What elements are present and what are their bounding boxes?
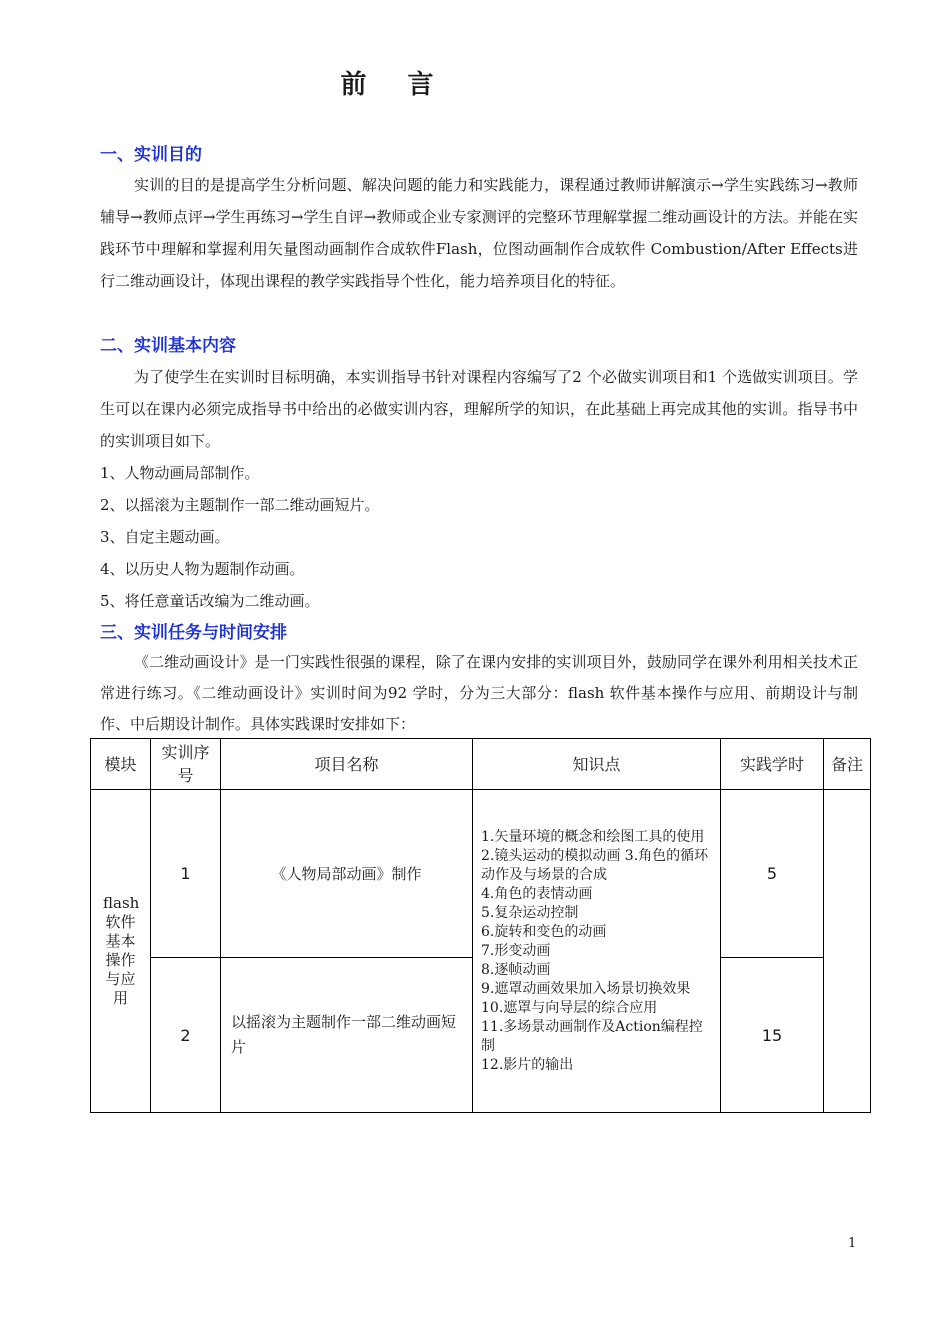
header-hours: 实践学时 (721, 739, 824, 790)
list-item: 4、以历史人物为题制作动画。 (100, 560, 305, 578)
header-name: 项目名称 (221, 739, 473, 790)
page-number: 1 (848, 1236, 857, 1251)
row-no: 1 (151, 790, 221, 958)
section-paragraph-content: 为了使学生在实训时目标明确，本实训指导书针对课程内容编写了2 个必做实训项目和1 个选做实训项目。学生可以在课内必须完成指导书中给出的必做实训内容，理解所学的知识，在此基础上再完成其他的实训。指导书中的实训项目如下。 (100, 368, 858, 450)
row-hours: 5 (721, 790, 824, 958)
schedule-table (90, 738, 871, 1113)
remark-cell (824, 790, 871, 1113)
list-item: 2、以摇滚为主题制作一部二维动画短片。 (100, 496, 380, 514)
section-paragraph-schedule: 《二维动画设计》是一门实践性很强的课程，除了在课内安排的实训项目外，鼓励同学在课外利用相关技术正常进行练习。《二维动画设计》实训时间为92 学时，分为三大部分：flash 软件基本操作与应用、前期设计与制作、中后期设计制作。具体实践课时安排如下： (100, 653, 858, 733)
list-item: 5、将任意童话改编为二维动画。 (100, 592, 320, 610)
list-item: 3、自定主题动画。 (100, 528, 230, 546)
header-knowledge: 知识点 (473, 739, 721, 790)
section-heading-content: 二、实训基本内容 (100, 336, 236, 356)
header-module: 模块 (91, 739, 151, 790)
header-no: 实训序号 (151, 739, 221, 790)
table-header-row (91, 739, 871, 790)
row-name: 《人物局部动画》制作 (221, 790, 473, 958)
module-cell: flash软件基本操作与应用 (91, 790, 151, 1113)
header-remark: 备注 (824, 739, 871, 790)
knowledge-cell: 1.矢量环境的概念和绘图工具的使用 2.镜头运动的模拟动画 3.角色的循环动作及与场景的合成 4.角色的表情动画 5.复杂运动控制 6.旋转和变色的动画 7.形变动画 8.逐帧动画 9.遮罩动画效果加入场景切换效果 10.遮罩与向导层的综合应用 11.多场景动画制作及Action编程控制 12.影片的输出 (473, 790, 721, 1113)
row-hours: 15 (721, 958, 824, 1113)
section-heading-schedule: 三、实训任务与时间安排 (100, 623, 287, 643)
row-no: 2 (151, 958, 221, 1113)
section-heading-purpose: 一、实训目的 (100, 145, 202, 165)
row-name: 以摇滚为主题制作一部二维动画短片 (221, 958, 473, 1113)
page-title: 前 言 (340, 70, 450, 100)
table-row (91, 790, 871, 958)
section-paragraph-purpose: 实训的目的是提高学生分析问题、解决问题的能力和实践能力，课程通过教师讲解演示→学生实践练习→教师辅导→教师点评→学生再练习→学生自评→教师或企业专家测评的完整环节理解掌握二维动画设计的方法。并能在实践环节中理解和掌握利用矢量图动画制作合成软件Flash，位图动画制作合成软件 Combustion/After Effects进行二维动画设计，体现出课程的教学实践指导个性化，能力培养项目化的特征。 (100, 176, 858, 290)
list-item: 1、人物动画局部制作。 (100, 464, 260, 482)
